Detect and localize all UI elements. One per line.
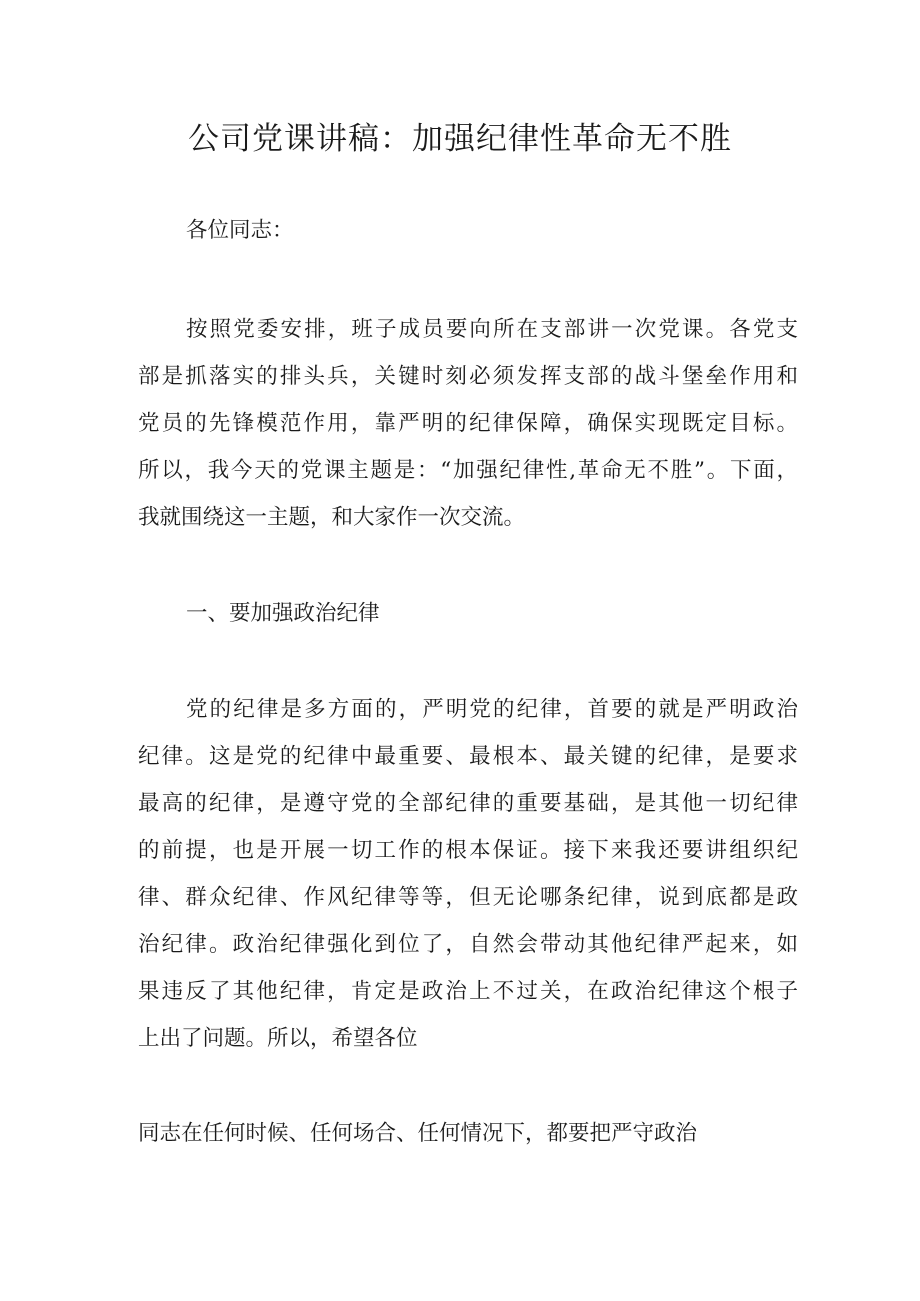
section-heading: 一、要加强政治纪律 <box>186 601 380 626</box>
intro-line: 我就围绕这一主题，和大家作一次交流。 <box>138 505 526 530</box>
intro-line: 所以，我今天的党课主题是：“加强纪律性,革命无不胜”。下面， <box>138 458 798 483</box>
continuation-line: 同志在任何时候、任何场合、任何情况下，都要把严守政治 <box>138 1121 698 1146</box>
intro-line: 按照党委安排，班子成员要向所在支部讲一次党课。各党支 <box>186 317 798 342</box>
section-line: 的前提，也是开展一切工作的根本保证。接下来我还要讲组织纪 <box>138 838 798 863</box>
section-line: 治纪律。政治纪律强化到位了，自然会带动其他纪律严起来，如 <box>138 932 798 957</box>
salutation: 各位同志： <box>186 218 294 243</box>
intro-line: 党员的先锋模范作用，靠严明的纪律保障，确保实现既定目标。 <box>138 411 798 436</box>
document-title: 公司党课讲稿：加强纪律性革命无不胜 <box>188 121 732 157</box>
section-line: 最高的纪律，是遵守党的全部纪律的重要基础，是其他一切纪律 <box>138 791 798 816</box>
section-line: 律、群众纪律、作风纪律等等，但无论哪条纪律，说到底都是政 <box>138 885 798 910</box>
section-line: 党的纪律是多方面的，严明党的纪律，首要的就是严明政治 <box>186 697 798 722</box>
section-line: 纪律。这是党的纪律中最重要、最根本、最关键的纪律，是要求 <box>138 744 798 769</box>
section-line: 果违反了其他纪律，肯定是政治上不过关，在政治纪律这个根子 <box>138 979 798 1004</box>
intro-line: 部是抓落实的排头兵，关键时刻必须发挥支部的战斗堡垒作用和 <box>138 364 798 389</box>
section-line: 上出了问题。所以，希望各位 <box>138 1026 418 1051</box>
